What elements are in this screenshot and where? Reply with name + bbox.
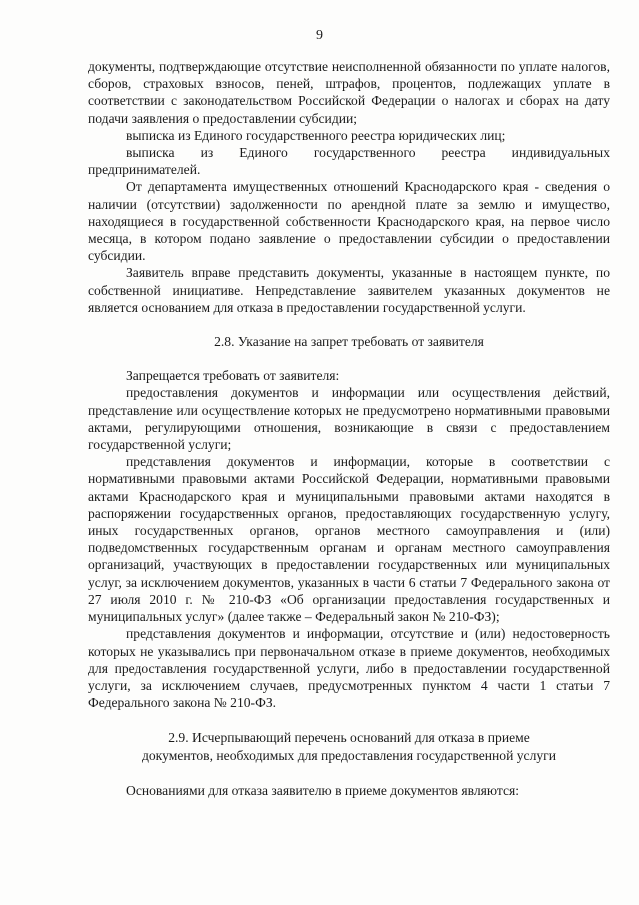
section-2-9-intro: Основаниями для отказа заявителю в приеме документов являются: [126,782,520,798]
section-2-9-heading [88,729,610,763]
section-2-9-heading-line: 2.9. Исчерпывающий перечень оснований для отказа в приеме [168,730,530,746]
section-2-8-item: представления документов и информации, которые в соответствии с нормативными правовыми актами Российской Федерации, нормативными правовыми актами Краснодарского края и муниципальными правовыми актами находятся в распоряжении государственных органов, предоставляющих государственную услугу, иных государственных органов, органов местного самоуправления и (или) подведомственных государственным органам и органам местного самоуправления организаций, участвующих в предоставлении государственных или муниципальных услуг, за исключением документов, указанных в части 6 статьи 7 Федерального закона от 27 июля 2010 г. № 210-ФЗ «Об организации предоставления государственных и муниципальных услуг» (далее также – Федеральный закон № 210-ФЗ); [88,454,610,625]
section-2-8-item: представления документов и информации, отсутствие и (или) недостоверность которых не указывались при первоначальном отказе в приеме документов, необходимых для предоставления государственной услуги, либо в предоставлении государственной услуги, за исключением случаев, предусмотренных пунктом 4 части 1 статьи 7 Федерального закона № 210-ФЗ. [88,626,610,711]
paragraph-legal-entities-register: выписка из Единого государственного реестра юридических лиц; [126,127,506,143]
document-body [88,58,610,799]
section-2-9-heading-line: документов, необходимых для предоставления государственной услуги [141,747,557,763]
section-2-8-intro: Запрещается требовать от заявителя: [126,368,340,384]
page-number: 9 [316,28,323,43]
paragraph-tax-documents: документы, подтверждающие отсутствие неисполненной обязанности по уплате налогов, сборов, страховых взносов, пеней, штрафов, процентов, подлежащих уплате в соответствии с законодательством Российской Федерации о налогах и сборах на дату подачи заявления о предоставлении субсидии; [88,59,610,126]
section-2-8-heading: 2.8. Указание на запрет требовать от заявителя [214,334,484,350]
paragraph-own-initiative: Заявитель вправе представить документы, указанные в настоящем пункте, по собственной инициативе. Непредставление заявителем указанных документов не является основанием для отказа в предоставлении государственной услуги. [88,265,610,315]
paragraph-entrepreneurs-register: выписка из Единого государственного реестра индивидуальных предпринимателей. [88,145,610,178]
paragraph-property-department: От департамента имущественных отношений Краснодарского края - сведения о наличии (отсутствии) задолженности по арендной плате за землю и имущество, находящиеся в государственной собственности Краснодарского края, на первое число месяца, в котором подано заявление о предоставлении субсидии о предоставлении субсидии. [88,179,610,264]
section-2-8-item: предоставления документов и информации или осуществления действий, представление или осуществление которых не предусмотрено нормативными правовыми актами, регулирующими отношения, возникающие в связи с предоставлением государственной услуги; [88,385,610,453]
